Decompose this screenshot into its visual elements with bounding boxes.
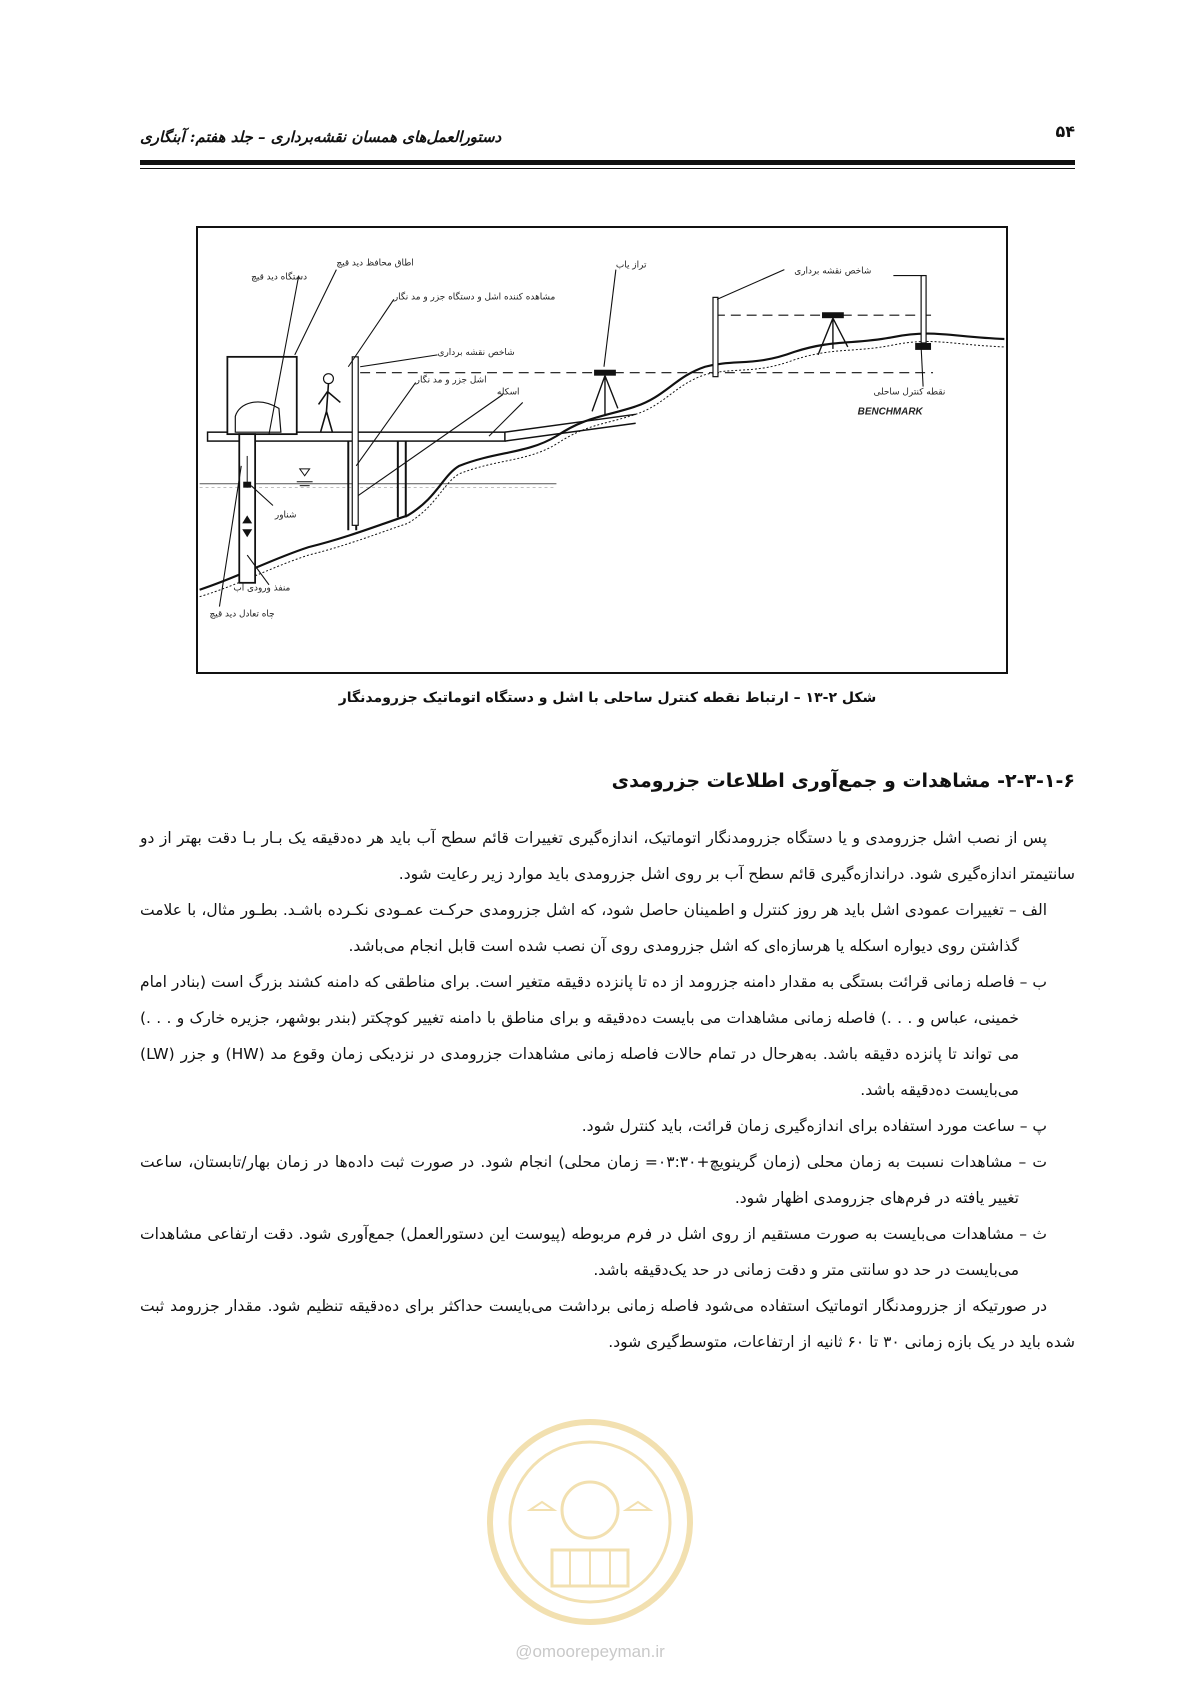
label-protect-room: اطاق محافظ دید قیچ	[336, 258, 414, 269]
label-level: تراز یاب	[615, 260, 647, 271]
header-rule-thin	[140, 168, 1075, 169]
list-item-se: ث – مشاهدات می‌بایست به صورت مستقیم از روی اشل در فرم مربوطه (پیوست این دستورالعمل) جمع‌آوری شود. دقت ارتفاعی مشاهدات می‌بایست در حد دو سانتی متر و دقت زمانی در حد یک‌دقیقه باشد.	[140, 1225, 1047, 1279]
label-staff-right: شاخص نقشه برداری	[794, 266, 872, 277]
label-staff-mid: شاخص نقشه برداری	[437, 347, 515, 358]
page-header	[140, 118, 1075, 158]
label-float: شناور	[274, 510, 297, 521]
list-item-alef: الف – تغییرات عمودی اشل باید هر روز کنترل و اطمینان حاصل شود، که اشل جزرومدی حرکـت عمـودی نکـرده باشـد. بطـور مثال، با علامت گذاشتن روی دیواره اسکله یا هرسازه‌ای که اشل جزرومدی روی آن نصب شده است قابل انجام می‌باشد.	[140, 901, 1047, 955]
header-rule-thick	[140, 160, 1075, 165]
label-observer: مشاهده کننده اشل و دستگاه جزر و مد نگار	[393, 292, 556, 303]
label-intake: منفذ ورودی آب	[233, 583, 291, 594]
label-benchmark-en: BENCHMARK	[857, 406, 923, 418]
section-heading: ۲-۳-۱-۶- مشاهدات و جمع‌آوری اطلاعات جزرومدی	[611, 770, 1075, 792]
page-number: ۵۴	[1055, 122, 1075, 141]
tide-gauge-diagram	[196, 226, 1008, 674]
running-title: دستورالعمل‌های همسان نقشه‌برداری – جلد هفتم: آبنگاری	[140, 128, 502, 146]
list-item-te: ت – مشاهدات نسبت به زمان محلی (زمان گرینویچ+۰۳:۳۰= زمان محلی) انجام شود. در صورت ثبت داده‌ها در زمان بهار/تابستان، ساعت تغییر یافته در فرم‌های جزرومدی اظهار شود.	[140, 1153, 1047, 1207]
list-item-pe: پ – ساعت مورد استفاده برای اندازه‌گیری زمان قرائت، باید کنترل شود.	[581, 1117, 1047, 1135]
body-text	[140, 820, 1075, 1360]
label-pier: اسکله	[496, 387, 520, 398]
paragraph-intro: پس از نصب اشل جزرومدی و یا دستگاه جزرومدنگار اتوماتیک، اندازه‌گیری تغییرات قائم سطح آب باید هر ده‌دقیقه یک بـار بـا دقت بهتر از دو سانتیمتر اندازه‌گیری شود. دراندازه‌گیری قائم سطح آب بر روی اشل جزرومدی باید موارد زیر رعایت شود.	[140, 829, 1075, 883]
label-benchmark-fa: نقطه کنترل ساحلی	[873, 387, 946, 398]
label-tide-staff: اشل جزر و مد نگار	[415, 375, 487, 386]
figure-caption: شکل ۲-۱۳ – ارتباط نقطه کنترل ساحلی با اشل و دستگاه اتوماتیک جزرومدنگار	[338, 690, 877, 706]
paragraph-closing: در صورتیکه از جزرومدنگار اتوماتیک استفاده می‌شود فاصله زمانی برداشت می‌بایست حداکثر برای ده‌دقیقه تنظیم شود. مقدار جزرومد ثبت شده باید در یک بازه زمانی ۳۰ تا ۶۰ ثانیه از ارتفاعات، متوسط‌گیری شود.	[140, 1297, 1075, 1351]
watermark-seal	[470, 1410, 710, 1640]
list-item-be: ب – فاصله زمانی قرائت بستگی به مقدار دامنه جزرومد از ده تا پانزده دقیقه متغیر است. برای مناطقی که دامنه کشند بزرگ است (بنادر امام خمینی، عباس و . . .) فاصله زمانی مشاهدات می بایست ده‌دقیقه و برای مناطق با دامنه تغییر کوچکتر (بندر بوشهر، جزیره خارک و . . .) می تواند تا پانزده دقیقه باشد. به‌هرحال در تمام حالات فاصله زمانی مشاهدات جزرومدی در نزدیکی زمان وقوع مد (HW) و جزر (LW) می‌بایست ده‌دقیقه باشد.	[140, 973, 1047, 1099]
watermark-url: @omoorepeyman.ir	[515, 1642, 665, 1661]
label-tide-house: دستگاه دید قیچ	[251, 272, 308, 283]
label-stilling-well: چاه تعادل دید قیچ	[209, 609, 275, 620]
